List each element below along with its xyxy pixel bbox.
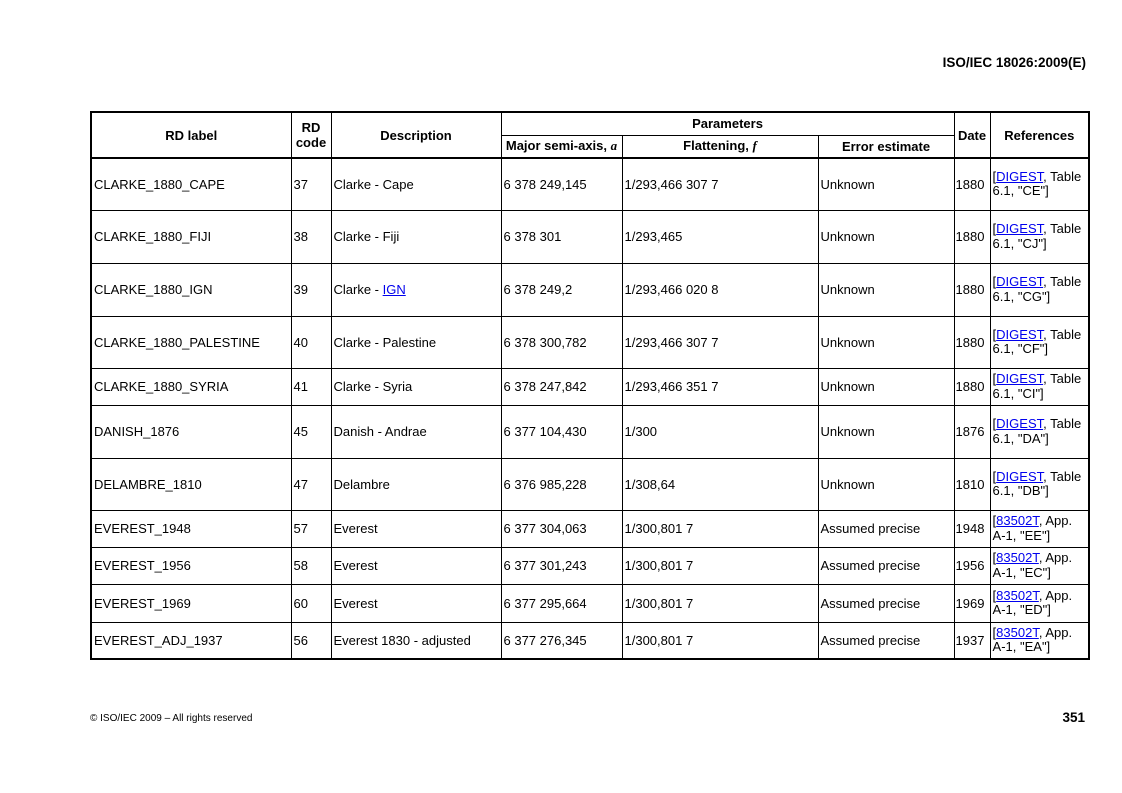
col-header-rd-label: RD label: [91, 112, 291, 158]
reference-link[interactable]: 83502T: [996, 624, 1039, 640]
major-semi-axis-symbol: a: [610, 138, 618, 154]
reference-link[interactable]: DIGEST: [996, 468, 1044, 484]
description-cell: [331, 458, 501, 510]
description-cell: [331, 263, 501, 316]
reference-detail: , Table 6.1, "DB"]: [992, 468, 1082, 498]
rd-label-cell: CLARKE_1880_PALESTINE: [91, 316, 291, 368]
description-text: Everest: [333, 558, 378, 573]
col-header-description: Description: [331, 112, 501, 158]
error-estimate-cell: Assumed precise: [818, 510, 954, 547]
table-row: [91, 368, 1089, 405]
reference-ellipsoid-table: [90, 111, 1090, 660]
major-semi-axis-cell: 6 377 276,345: [501, 622, 622, 659]
reference-bracket: [: [992, 513, 997, 528]
rd-code-cell: 37: [291, 158, 331, 210]
rd-label-cell: EVEREST_1956: [91, 547, 291, 584]
reference-detail: , Table 6.1, "DA"]: [992, 416, 1082, 446]
reference-bracket: [: [992, 587, 997, 603]
rd-label-cell: EVEREST_ADJ_1937: [91, 622, 291, 659]
description-text: Delambre: [333, 476, 390, 492]
date-cell: 1880: [954, 210, 990, 263]
rd-label-cell: EVEREST_1969: [91, 584, 291, 622]
major-semi-axis-cell: 6 376 985,228: [501, 458, 622, 510]
description-text: Clarke - Fiji: [333, 229, 400, 244]
error-estimate-cell: Unknown: [818, 316, 954, 368]
description-cell: [331, 368, 501, 405]
flattening-cell: 1/300,801 7: [622, 622, 818, 659]
table-row: [91, 622, 1089, 659]
error-estimate-cell: Unknown: [818, 405, 954, 458]
reference-link[interactable]: 83502T: [996, 587, 1039, 603]
reference-detail: , Table 6.1, "CF"]: [992, 326, 1082, 356]
error-estimate-cell: Assumed precise: [818, 547, 954, 584]
flattening-cell: 1/293,465: [622, 210, 818, 263]
reference-bracket: [: [992, 624, 997, 640]
reference-detail: , App. A-1, "EC"]: [992, 550, 1073, 580]
reference-link[interactable]: DIGEST: [996, 221, 1044, 236]
flattening-cell: 1/293,466 351 7: [622, 368, 818, 405]
reference-link[interactable]: DIGEST: [996, 371, 1044, 386]
rd-label-cell: CLARKE_1880_FIJI: [91, 210, 291, 263]
reference-detail: , App. A-1, "EE"]: [992, 513, 1073, 543]
error-estimate-cell: Assumed precise: [818, 584, 954, 622]
major-semi-axis-cell: 6 378 300,782: [501, 316, 622, 368]
col-header-parameters: Parameters: [501, 112, 954, 135]
date-cell: 1956: [954, 547, 990, 584]
flattening-cell: 1/293,466 307 7: [622, 316, 818, 368]
col-header-error-estimate: Error estimate: [818, 135, 954, 158]
flattening-symbol: f: [752, 138, 757, 154]
date-cell: 1876: [954, 405, 990, 458]
references-cell: [990, 263, 1089, 316]
description-link[interactable]: IGN: [382, 282, 406, 297]
rd-code-cell: 45: [291, 405, 331, 458]
rd-code-cell: 58: [291, 547, 331, 584]
references-cell: [990, 584, 1089, 622]
error-estimate-cell: Unknown: [818, 458, 954, 510]
description-text: Danish - Andrae: [333, 424, 427, 439]
date-cell: 1937: [954, 622, 990, 659]
rd-code-cell: 39: [291, 263, 331, 316]
description-text: Everest: [333, 595, 378, 611]
description-cell: [331, 510, 501, 547]
major-semi-axis-cell: 6 377 295,664: [501, 584, 622, 622]
description-cell: [331, 622, 501, 659]
flattening-cell: 1/300,801 7: [622, 510, 818, 547]
copyright-notice: © ISO/IEC 2009 – All rights reserved: [90, 713, 253, 724]
description-cell: [331, 584, 501, 622]
error-estimate-cell: Unknown: [818, 263, 954, 316]
col-header-date: Date: [954, 112, 990, 158]
flattening-cell: 1/293,466 307 7: [622, 158, 818, 210]
description-text: Clarke - Palestine: [333, 334, 437, 350]
error-estimate-cell: Unknown: [818, 368, 954, 405]
flattening-cell: 1/293,466 020 8: [622, 263, 818, 316]
description-text: Clarke - Cape: [333, 176, 414, 192]
reference-bracket: [: [992, 326, 997, 342]
table-row: [91, 316, 1089, 368]
reference-detail: , Table 6.1, "CG"]: [992, 274, 1082, 304]
references-cell: [990, 547, 1089, 584]
reference-link[interactable]: 83502T: [996, 513, 1039, 528]
rd-code-cell: 38: [291, 210, 331, 263]
reference-detail: , Table 6.1, "CJ"]: [992, 221, 1082, 251]
rd-code-cell: 57: [291, 510, 331, 547]
reference-detail: , App. A-1, "ED"]: [992, 587, 1073, 617]
reference-bracket: [: [992, 371, 997, 386]
table-row: [91, 158, 1089, 210]
major-semi-axis-cell: 6 377 104,430: [501, 405, 622, 458]
flattening-cell: 1/308,64: [622, 458, 818, 510]
reference-link[interactable]: 83502T: [996, 550, 1039, 565]
rd-label-cell: CLARKE_1880_CAPE: [91, 158, 291, 210]
major-semi-axis-cell: 6 377 304,063: [501, 510, 622, 547]
description-text: Everest 1830 - adjusted: [333, 632, 471, 648]
page-number: 351: [1062, 710, 1085, 725]
rd-label-cell: CLARKE_1880_IGN: [91, 263, 291, 316]
references-cell: [990, 368, 1089, 405]
error-estimate-cell: Assumed precise: [818, 622, 954, 659]
rd-label-cell: DANISH_1876: [91, 405, 291, 458]
date-cell: 1880: [954, 158, 990, 210]
date-cell: 1880: [954, 316, 990, 368]
description-cell: [331, 210, 501, 263]
reference-bracket: [: [992, 274, 997, 289]
table-row: [91, 547, 1089, 584]
major-semi-axis-cell: 6 378 249,145: [501, 158, 622, 210]
reference-bracket: [: [992, 221, 997, 236]
reference-link[interactable]: DIGEST: [996, 168, 1044, 184]
table-row: [91, 510, 1089, 547]
rd-label-cell: DELAMBRE_1810: [91, 458, 291, 510]
references-cell: [990, 405, 1089, 458]
reference-detail: , App. A-1, "EA"]: [992, 624, 1073, 655]
flattening-cell: 1/300,801 7: [622, 547, 818, 584]
flattening-label: Flattening,: [683, 138, 749, 154]
reference-bracket: [: [992, 168, 997, 184]
references-cell: [990, 316, 1089, 368]
date-cell: 1880: [954, 263, 990, 316]
major-semi-axis-label: Major semi-axis,: [505, 138, 608, 154]
description-text: Clarke - Syria: [333, 379, 413, 394]
description-cell: [331, 547, 501, 584]
date-cell: 1969: [954, 584, 990, 622]
reference-bracket: [: [992, 468, 997, 484]
major-semi-axis-cell: 6 378 247,842: [501, 368, 622, 405]
reference-link[interactable]: DIGEST: [996, 326, 1044, 342]
table-row: [91, 584, 1089, 622]
description-text: Everest: [333, 521, 378, 536]
date-cell: 1810: [954, 458, 990, 510]
description-text: Clarke -: [333, 282, 383, 297]
date-cell: 1948: [954, 510, 990, 547]
major-semi-axis-cell: 6 378 301: [501, 210, 622, 263]
rd-label-cell: CLARKE_1880_SYRIA: [91, 368, 291, 405]
error-estimate-cell: Unknown: [818, 210, 954, 263]
table-row: [91, 458, 1089, 510]
reference-detail: , Table 6.1, "CI"]: [992, 371, 1082, 401]
rd-code-cell: 47: [291, 458, 331, 510]
major-semi-axis-cell: 6 378 249,2: [501, 263, 622, 316]
references-cell: [990, 158, 1089, 210]
rd-label-cell: EVEREST_1948: [91, 510, 291, 547]
flattening-cell: 1/300: [622, 405, 818, 458]
references-cell: [990, 210, 1089, 263]
reference-bracket: [: [992, 416, 997, 431]
rd-code-cell: 40: [291, 316, 331, 368]
major-semi-axis-cell: 6 377 301,243: [501, 547, 622, 584]
references-cell: [990, 458, 1089, 510]
rd-code-cell: 41: [291, 368, 331, 405]
document-id: ISO/IEC 18026:2009(E): [942, 55, 1086, 70]
table-row: [91, 263, 1089, 316]
description-cell: [331, 316, 501, 368]
col-header-flattening: [622, 135, 818, 158]
description-cell: [331, 405, 501, 458]
references-cell: [990, 510, 1089, 547]
flattening-cell: 1/300,801 7: [622, 584, 818, 622]
table-row: [91, 405, 1089, 458]
col-header-major-semi-axis: [501, 135, 622, 158]
col-header-rd-code: RD code: [291, 112, 331, 158]
description-cell: [331, 158, 501, 210]
reference-bracket: [: [992, 550, 997, 565]
reference-detail: , Table 6.1, "CE"]: [992, 168, 1082, 199]
date-cell: 1880: [954, 368, 990, 405]
error-estimate-cell: Unknown: [818, 158, 954, 210]
reference-link[interactable]: DIGEST: [996, 416, 1044, 431]
references-cell: [990, 622, 1089, 659]
reference-link[interactable]: DIGEST: [996, 274, 1044, 289]
col-header-references: References: [990, 112, 1089, 158]
table-row: [91, 210, 1089, 263]
rd-code-cell: 56: [291, 622, 331, 659]
rd-code-cell: 60: [291, 584, 331, 622]
